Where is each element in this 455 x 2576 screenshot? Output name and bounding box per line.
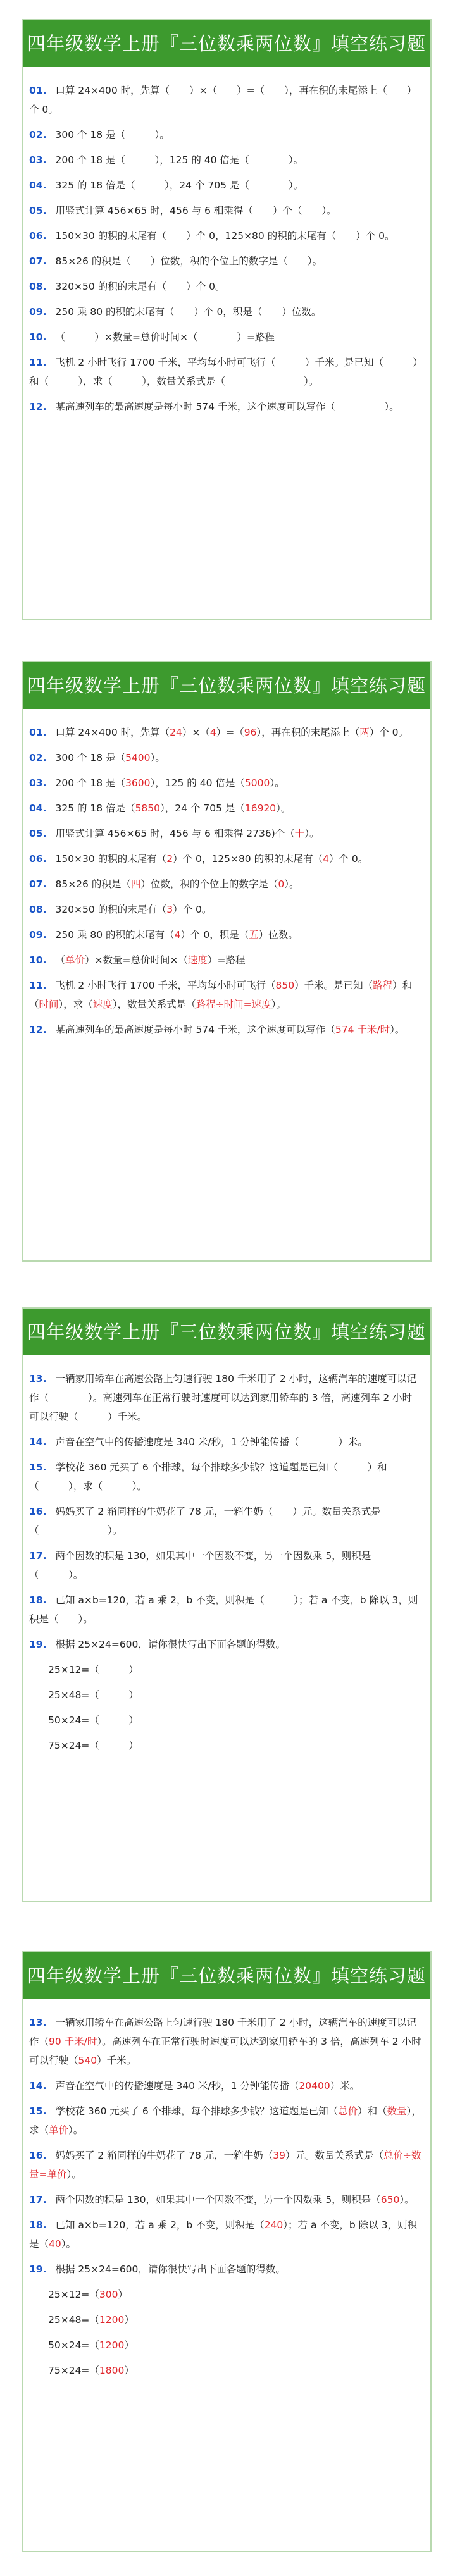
- question-number: 16.: [29, 1506, 47, 1517]
- question-text: 325 的 18 倍是（ ），24 个 705 是（ ）。: [55, 180, 304, 191]
- question-item: [29, 1458, 421, 1496]
- question-number: 04.: [29, 803, 47, 814]
- question-text: 一辆家用轿车在高速公路上匀速行驶 180 千米用了 2 小时，这辆汽车的速度可以记作（ ）。高速列车在正常行驶时速度可以达到家用轿车的 3 倍，高速列车 2 小时可以行驶（ ）千米。: [29, 1373, 417, 1422]
- question-item: [29, 2013, 421, 2070]
- question-text: 25×12=（ ）: [48, 1664, 139, 1675]
- question-text: 200 个 18 是（: [55, 777, 126, 789]
- question-text: 25×48=（ ）: [48, 1689, 139, 1701]
- question-text: 飞机 2 小时飞行 1700 千米，平均每小时可飞行（: [55, 980, 276, 991]
- question-item: [29, 226, 421, 245]
- question-text: ），求（: [29, 2105, 421, 2136]
- question-text: ）元。数量关系式是（: [285, 2150, 384, 2161]
- question-number: 06.: [29, 853, 47, 865]
- question-text: 已知 a×b=120，若 a 乘 2，b 不变，则积是（: [55, 2219, 265, 2231]
- question-number: 01.: [29, 85, 47, 96]
- question-text: 学校花 360 元买了 6 个排球，每个排球多少钱？这道题是已知（: [55, 2105, 339, 2117]
- answer-text: 5400: [125, 752, 151, 763]
- question-text: ）个 0，积是（: [180, 929, 249, 940]
- question-text: ），数量关系式是（: [112, 999, 196, 1010]
- question-text: 85×26 的积是（: [55, 878, 131, 890]
- question-text: 320×50 的积的末尾有（: [55, 904, 167, 915]
- question-number: 06.: [29, 230, 47, 242]
- answer-text: 574 千米/时: [335, 1024, 390, 1035]
- question-number: 05.: [29, 828, 47, 839]
- question-text: 两个因数的积是 130，如果其中一个因数不变，另一个因数乘 5，则积是（: [55, 2194, 381, 2205]
- question-text: ）: [124, 2339, 134, 2351]
- question-item: [29, 2260, 421, 2279]
- question-text: 口算 24×400 时，先算（ ）×（ ）=（ ），再在积的末尾添上（ ）个 0。: [29, 85, 417, 115]
- question-number: 08.: [29, 281, 47, 292]
- question-item: [29, 397, 421, 416]
- question-text: 250 乘 80 的积的末尾有（: [55, 929, 175, 940]
- question-item: [29, 2146, 421, 2184]
- question-text: 50×24=（ ）: [48, 1715, 139, 1726]
- question-number: 01.: [29, 727, 47, 738]
- question-item: [29, 1591, 421, 1629]
- question-item: [29, 2076, 421, 2095]
- question-item: [29, 824, 421, 843]
- question-item: [29, 875, 421, 894]
- answer-text: 300: [99, 2289, 118, 2300]
- question-text: ）位数，积的个位上的数字是（: [140, 878, 278, 890]
- question-text: ）。: [270, 777, 285, 789]
- question-text: ）个 0。: [369, 727, 409, 738]
- answer-text: 39: [273, 2150, 285, 2161]
- answer-text: 5000: [244, 777, 270, 789]
- question-number: 12.: [29, 1024, 47, 1035]
- question-text: 150×30 的积的末尾有（: [55, 853, 167, 865]
- answer-text: 3600: [125, 777, 151, 789]
- question-text: 300 个 18 是（ ）。: [55, 129, 170, 140]
- answer-text: 路程÷时间=速度: [196, 999, 271, 1010]
- worksheet-title: 四年级数学上册『三位数乘两位数』填空练习题: [23, 20, 430, 67]
- question-text: ）。: [66, 2169, 82, 2180]
- question-list: [23, 67, 430, 429]
- question-item: [29, 2102, 421, 2140]
- answer-text: 96: [244, 727, 257, 738]
- question-number: 04.: [29, 180, 47, 191]
- question-text: ）千米。: [97, 2055, 137, 2066]
- answer-text: 4: [174, 929, 181, 940]
- question-text: ）；若 a 不变，b 除以 3，则积是（: [29, 2219, 417, 2250]
- question-item: [29, 353, 421, 391]
- question-text: ）: [118, 2289, 128, 2300]
- question-text: ）位数。: [258, 929, 298, 940]
- question-item: [29, 252, 421, 271]
- question-text: 75×24=（ ）: [48, 1740, 139, 1751]
- question-number: 17.: [29, 1550, 47, 1562]
- worksheet-card-1: [22, 19, 432, 620]
- question-text: 声音在空气中的传播速度是 340 米/秒，1 分钟能传播（: [55, 2080, 299, 2092]
- question-text: 150×30 的积的末尾有（ ）个 0，125×80 的积的末尾有（ ）个 0。: [55, 230, 395, 242]
- question-number: 05.: [29, 205, 47, 216]
- question-text: 口算 24×400 时，先算（: [55, 727, 170, 738]
- question-text: 用竖式计算 456×65 时，456 与 6 相乘得（ ）个（ ）。: [55, 205, 337, 216]
- worksheet-title: 四年级数学上册『三位数乘两位数』填空练习题: [23, 662, 430, 709]
- question-item: [29, 925, 421, 944]
- answer-text: 十: [294, 828, 305, 839]
- answer-text: 40: [49, 2238, 61, 2250]
- question-text: ）×数量=总价时间×（: [85, 954, 188, 966]
- question-text: ）: [124, 2365, 134, 2376]
- question-text: 25×12=（: [48, 2289, 99, 2300]
- question-item: [29, 1502, 421, 1540]
- question-text: 85×26 的积是（ ）位数，积的个位上的数字是（ ）。: [55, 256, 323, 267]
- question-number: 07.: [29, 256, 47, 267]
- question-text: ）千米。是已知（: [294, 980, 373, 991]
- answer-text: 540: [78, 2055, 97, 2066]
- question-text: 根据 25×24=600，请你很快写出下面各题的得数。: [55, 2264, 285, 2275]
- question-text: ）米。: [330, 2080, 360, 2092]
- question-text: ），125 的 40 倍是（: [150, 777, 245, 789]
- question-text: ）=（: [216, 727, 244, 738]
- question-number: 11.: [29, 357, 47, 368]
- sub-question: [29, 1660, 421, 1679]
- question-item: [29, 151, 421, 169]
- question-list: [23, 709, 430, 1052]
- question-text: 75×24=（: [48, 2365, 99, 2376]
- question-text: 用竖式计算 456×65 时，456 与 6 相乘得 2736)个（: [55, 828, 295, 839]
- question-text: （ ）×数量=总价时间×（ ）=路程: [55, 331, 275, 343]
- question-item: [29, 976, 421, 1014]
- question-item: [29, 951, 421, 970]
- question-text: 50×24=（: [48, 2339, 99, 2351]
- question-number: 17.: [29, 2194, 47, 2205]
- sub-question: [29, 2361, 421, 2380]
- answer-text: 速度: [187, 954, 208, 966]
- question-number: 10.: [29, 331, 47, 343]
- question-number: 02.: [29, 752, 47, 763]
- answer-text: 2: [166, 853, 173, 865]
- question-text: ）=路程: [207, 954, 246, 966]
- question-item: [29, 2215, 421, 2253]
- answer-text: 总价÷数量=单价: [29, 2150, 421, 2180]
- question-number: 18.: [29, 2219, 47, 2231]
- sub-question: [29, 1711, 421, 1730]
- question-number: 09.: [29, 306, 47, 317]
- question-text: ）。: [68, 2124, 84, 2136]
- answer-text: 1800: [99, 2365, 125, 2376]
- question-item: [29, 799, 421, 818]
- question-text: ）个 0。: [173, 904, 212, 915]
- question-text: 妈妈买了 2 箱同样的牛奶花了 78 元，一箱牛奶（ ）元。数量关系式是（ ）。: [29, 1506, 381, 1536]
- question-number: 07.: [29, 878, 47, 890]
- question-text: ）。: [150, 752, 165, 763]
- answer-text: 单价: [65, 954, 85, 966]
- worksheet-title: 四年级数学上册『三位数乘两位数』填空练习题: [23, 1952, 430, 1999]
- answer-text: 90 千米/时: [49, 2036, 97, 2047]
- question-item: [29, 1369, 421, 1426]
- question-number: 14.: [29, 1436, 47, 1448]
- question-number: 14.: [29, 2080, 47, 2092]
- question-text: 25×48=（: [48, 2314, 99, 2326]
- question-item: [29, 1546, 421, 1584]
- question-item: [29, 328, 421, 347]
- question-item: [29, 1433, 421, 1451]
- answer-text: 两: [359, 727, 370, 738]
- question-text: ）。: [284, 878, 299, 890]
- sub-question: [29, 2336, 421, 2355]
- question-text: ）: [124, 2314, 134, 2326]
- question-text: ），24 个 705 是（: [160, 803, 245, 814]
- question-text: ）。高速列车在正常行驶时速度可以达到家用轿车的 3 倍，高速列车 2 小时可以行驶（: [29, 2036, 421, 2066]
- question-text: ）。: [304, 828, 320, 839]
- question-text: 某高速列车的最高速度是每小时 574 千米，这个速度可以写作（: [55, 1024, 335, 1035]
- answer-text: 20400: [299, 2080, 330, 2092]
- question-text: 325 的 18 倍是（: [55, 803, 135, 814]
- question-item: [29, 125, 421, 144]
- question-number: 08.: [29, 904, 47, 915]
- question-item: [29, 900, 421, 919]
- question-text: 某高速列车的最高速度是每小时 574 千米，这个速度可以写作（ ）。: [55, 401, 399, 412]
- question-item: [29, 1020, 421, 1039]
- worksheet-title: 四年级数学上册『三位数乘两位数』填空练习题: [23, 1309, 430, 1355]
- question-item: [29, 849, 421, 868]
- question-number: 15.: [29, 2105, 47, 2117]
- question-text: 320×50 的积的末尾有（ ）个 0。: [55, 281, 225, 292]
- answer-text: 24: [170, 727, 182, 738]
- answer-text: 850: [275, 980, 295, 991]
- question-item: [29, 201, 421, 220]
- question-text: 学校花 360 元买了 6 个排球，每个排球多少钱？这道题是已知（ ）和（ ），求（ ）。: [29, 1462, 387, 1492]
- answer-text: 五: [249, 929, 259, 940]
- question-number: 11.: [29, 980, 47, 991]
- question-list: [23, 1355, 430, 1768]
- answer-text: 1200: [99, 2339, 125, 2351]
- question-list: [23, 1999, 430, 2393]
- question-text: ）。: [390, 1024, 405, 1035]
- question-item: [29, 81, 421, 119]
- question-item: [29, 723, 421, 742]
- question-text: 200 个 18 是（ ），125 的 40 倍是（ ）。: [55, 154, 304, 166]
- question-text: ）。: [271, 999, 286, 1010]
- worksheet-card-4: [22, 1951, 432, 2552]
- worksheet-card-2: [22, 661, 432, 1262]
- answer-text: 单价: [49, 2124, 69, 2136]
- question-text: ）×（: [182, 727, 210, 738]
- question-text: ）。: [276, 803, 291, 814]
- question-item: [29, 302, 421, 321]
- question-item: [29, 176, 421, 195]
- question-number: 03.: [29, 154, 47, 166]
- question-number: 19.: [29, 1639, 47, 1650]
- question-text: ）和（: [358, 2105, 387, 2117]
- worksheet-card-3: [22, 1307, 432, 1902]
- question-text: ），再在积的末尾添上（: [256, 727, 360, 738]
- question-item: [29, 748, 421, 767]
- answer-text: 时间: [39, 999, 59, 1010]
- question-item: [29, 1635, 421, 1654]
- question-text: 根据 25×24=600，请你很快写出下面各题的得数。: [55, 1639, 285, 1650]
- question-text: （: [55, 954, 65, 966]
- answer-text: 总价: [338, 2105, 358, 2117]
- question-text: ）。: [61, 2238, 77, 2250]
- question-item: [29, 2190, 421, 2209]
- answer-text: 四: [130, 878, 141, 890]
- question-number: 09.: [29, 929, 47, 940]
- question-text: ）个 0。: [328, 853, 368, 865]
- answer-text: 0: [278, 878, 285, 890]
- question-text: ）个 0，125×80 的积的末尾有（: [173, 853, 323, 865]
- question-text: 声音在空气中的传播速度是 340 米/秒，1 分钟能传播（ ）米。: [55, 1436, 368, 1448]
- question-number: 13.: [29, 1373, 47, 1384]
- answer-text: 数量: [387, 2105, 407, 2117]
- sub-question: [29, 2310, 421, 2329]
- answer-text: 4: [323, 853, 329, 865]
- answer-text: 4: [209, 727, 216, 738]
- question-text: 已知 a×b=120，若 a 乘 2，b 不变，则积是（ ）；若 a 不变，b 除以 3，则积是（ ）。: [29, 1594, 418, 1625]
- question-text: 300 个 18 是（: [55, 752, 126, 763]
- sub-question: [29, 1736, 421, 1755]
- question-item: [29, 277, 421, 296]
- question-number: 12.: [29, 401, 47, 412]
- question-number: 10.: [29, 954, 47, 966]
- question-number: 02.: [29, 129, 47, 140]
- question-text: 250 乘 80 的积的末尾有（ ）个 0，积是（ ）位数。: [55, 306, 321, 317]
- answer-text: 240: [264, 2219, 284, 2231]
- question-number: 03.: [29, 777, 47, 789]
- question-number: 13.: [29, 2017, 47, 2028]
- question-number: 15.: [29, 1462, 47, 1473]
- question-text: 飞机 2 小时飞行 1700 千米，平均每小时可飞行（ ）千米。是已知（ ）和（ ），求（ ），数量关系式是（ ）。: [29, 357, 418, 387]
- question-text: ）。: [399, 2194, 414, 2205]
- sub-question: [29, 2285, 421, 2304]
- answer-text: 650: [380, 2194, 400, 2205]
- question-number: 19.: [29, 2264, 47, 2275]
- answer-text: 1200: [99, 2314, 125, 2326]
- question-text: 两个因数的积是 130，如果其中一个因数不变，另一个因数乘 5，则积是（ ）。: [29, 1550, 371, 1581]
- question-text: 妈妈买了 2 箱同样的牛奶花了 78 元，一箱牛奶（: [55, 2150, 273, 2161]
- answer-text: 5850: [135, 803, 161, 814]
- answer-text: 16920: [244, 803, 277, 814]
- question-item: [29, 773, 421, 792]
- sub-question: [29, 1685, 421, 1704]
- question-text: 一辆家用轿车在高速公路上匀速行驶 180 千米用了 2 小时，这辆汽车的速度可以记作（: [29, 2017, 417, 2047]
- answer-text: 速度: [92, 999, 113, 1010]
- question-text: ），求（: [58, 999, 93, 1010]
- answer-text: 3: [166, 904, 173, 915]
- question-number: 18.: [29, 1594, 47, 1606]
- question-text: ）和（: [29, 980, 413, 1010]
- question-number: 16.: [29, 2150, 47, 2161]
- answer-text: 路程: [373, 980, 393, 991]
